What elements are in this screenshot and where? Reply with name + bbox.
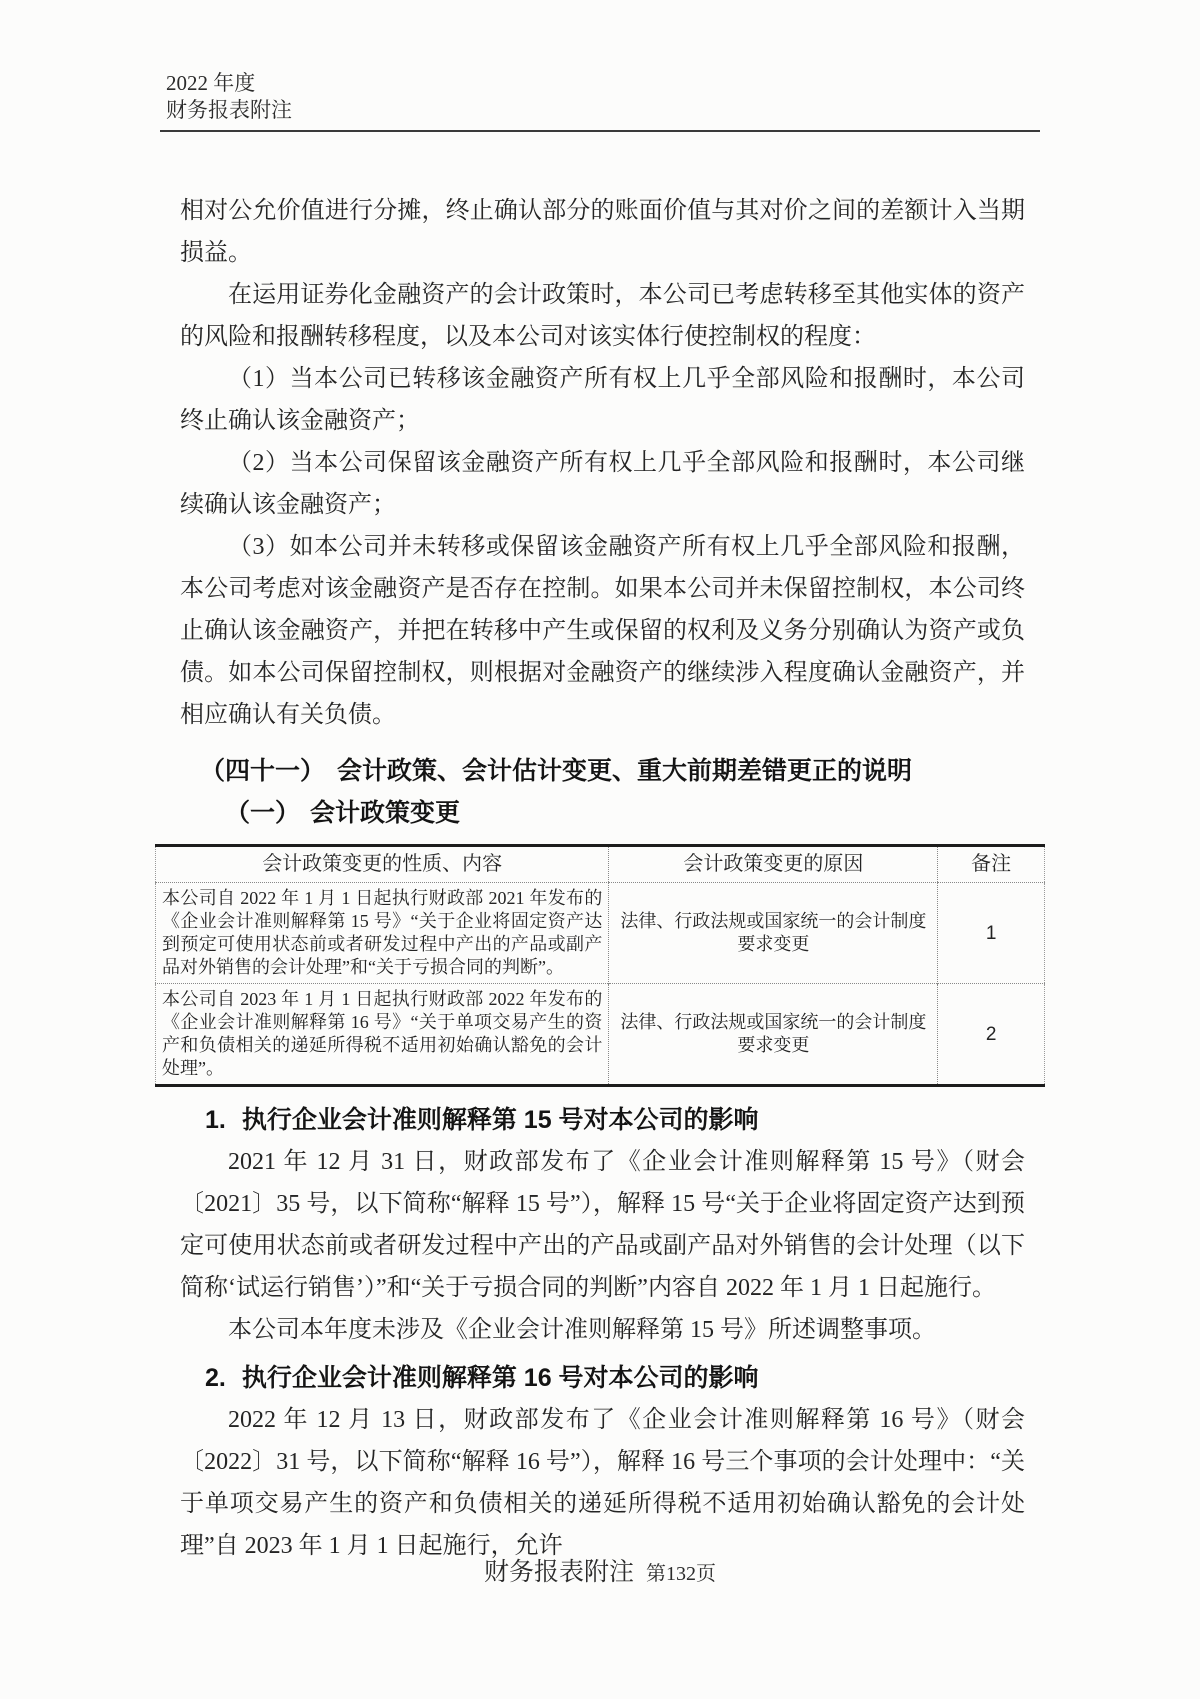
impact-16-title: 执行企业会计准则解释第 16 号对本公司的影响 [241,1364,759,1392]
paragraph-fair-value-carryover: 相对公允价值进行分摊，终止确认部分的账面价值与其对价之间的差额计入当期损益。 [180,198,1025,266]
cell-nature-2: 本公司自 2023 年 1 月 1 日起执行财政部 2022 年发布的《企业会计准则解释第 16 号》“关于单项交易产生的资产和负债相关的递延所得税不适用初始确认豁免的会计处理”。 [156,984,609,1086]
section-41-title: 会计政策、会计估计变更、重大前期差错更正的说明 [337,757,913,785]
impact-16-number: 2. [205,1364,226,1392]
subsection-1-title: 会计政策变更 [310,799,461,827]
page-body [155,190,1045,1567]
cell-reason-2: 法律、行政法规或国家统一的会计制度要求变更 [609,984,938,1086]
paragraph-condition-2: （2）当本公司保留该金融资产所有权上几乎全部风险和报酬时，本公司继续确认该金融资产； [180,450,1025,518]
impact-15-number: 1. [205,1106,226,1134]
impact-15-paragraph-2: 本公司本年度未涉及《企业会计准则解释第 15 号》所述调整事项。 [228,1317,936,1343]
policy-change-table [155,844,1045,1087]
table-header-row [156,846,1045,883]
paragraph-securitization-policy: 在运用证券化金融资产的会计政策时，本公司已考虑转移至其他实体的资产的风险和报酬转移程度，以及本公司对该实体行使控制权的程度： [180,282,1025,350]
section-41-number: （四十一） [200,757,326,785]
page-header [166,70,292,124]
table-row [156,984,1045,1086]
table-row [156,883,1045,984]
header-year: 2022 年度 [166,71,256,95]
header-divider [160,130,1040,132]
footer-doc-title: 财务报表附注 [483,1559,634,1586]
subsection-1-heading [225,792,1045,834]
cell-note-2: 2 [938,984,1045,1086]
page-footer [0,1552,1200,1588]
impact-15-paragraph-1: 2021 年 12 月 31 日，财政部发布了《企业会计准则解释第 15 号》（财会〔2021〕35 号，以下简称“解释 15 号”），解释 15 号“关于企业将固定资产达到预定可使用状态前或者研发过程中产出的产品或副产品对外销售的会计处理（以下简称‘试运行销售’）”和“关于亏损合同的判断”内容自 2022 年 1 月 1 日起施行。 [180,1149,1025,1301]
paragraph-condition-3: （3）如本公司并未转移或保留该金融资产所有权上几乎全部风险和报酬，本公司考虑对该金融资产是否存在控制。如果本公司并未保留控制权，本公司终止确认该金融资产，并把在转移中产生或保留的权利及义务分别确认为资产或负债。如本公司保留控制权，则根据对金融资产的继续涉入程度确认金融资产，并相应确认有关负债。 [180,534,1025,728]
cell-note-1: 1 [938,883,1045,984]
impact-15-title: 执行企业会计准则解释第 15 号对本公司的影响 [241,1106,759,1134]
column-header-reason: 会计政策变更的原因 [609,846,938,883]
subsection-1-number: （一） [225,799,301,827]
column-header-note: 备注 [938,846,1045,883]
impact-15-heading [205,1099,1045,1141]
paragraph-condition-1: （1）当本公司已转移该金融资产所有权上几乎全部风险和报酬时，本公司终止确认该金融资产； [180,366,1025,434]
column-header-nature: 会计政策变更的性质、内容 [156,846,609,883]
impact-16-paragraph-1: 2022 年 12 月 13 日，财政部发布了《企业会计准则解释第 16 号》（财会〔2022〕31 号，以下简称“解释 16 号”），解释 16 号三个事项的会计处理中：“关于单项交易产生的资产和负债相关的递延所得税不适用初始确认豁免的会计处理”自 2023 年 1 月 1 日起施行，允许 [180,1407,1025,1559]
cell-nature-1: 本公司自 2022 年 1 月 1 日起执行财政部 2021 年发布的《企业会计准则解释第 15 号》“关于企业将固定资产达到预定可使用状态前或者研发过程中产出的产品或副产品对外销售的会计处理”和“关于亏损合同的判断”。 [162,888,603,977]
impact-16-heading [205,1357,1045,1399]
cell-reason-1: 法律、行政法规或国家统一的会计制度要求变更 [609,883,938,984]
header-doc-title: 财务报表附注 [166,98,292,122]
section-41-heading [200,750,1045,792]
footer-page-number: 第132页 [646,1563,716,1585]
